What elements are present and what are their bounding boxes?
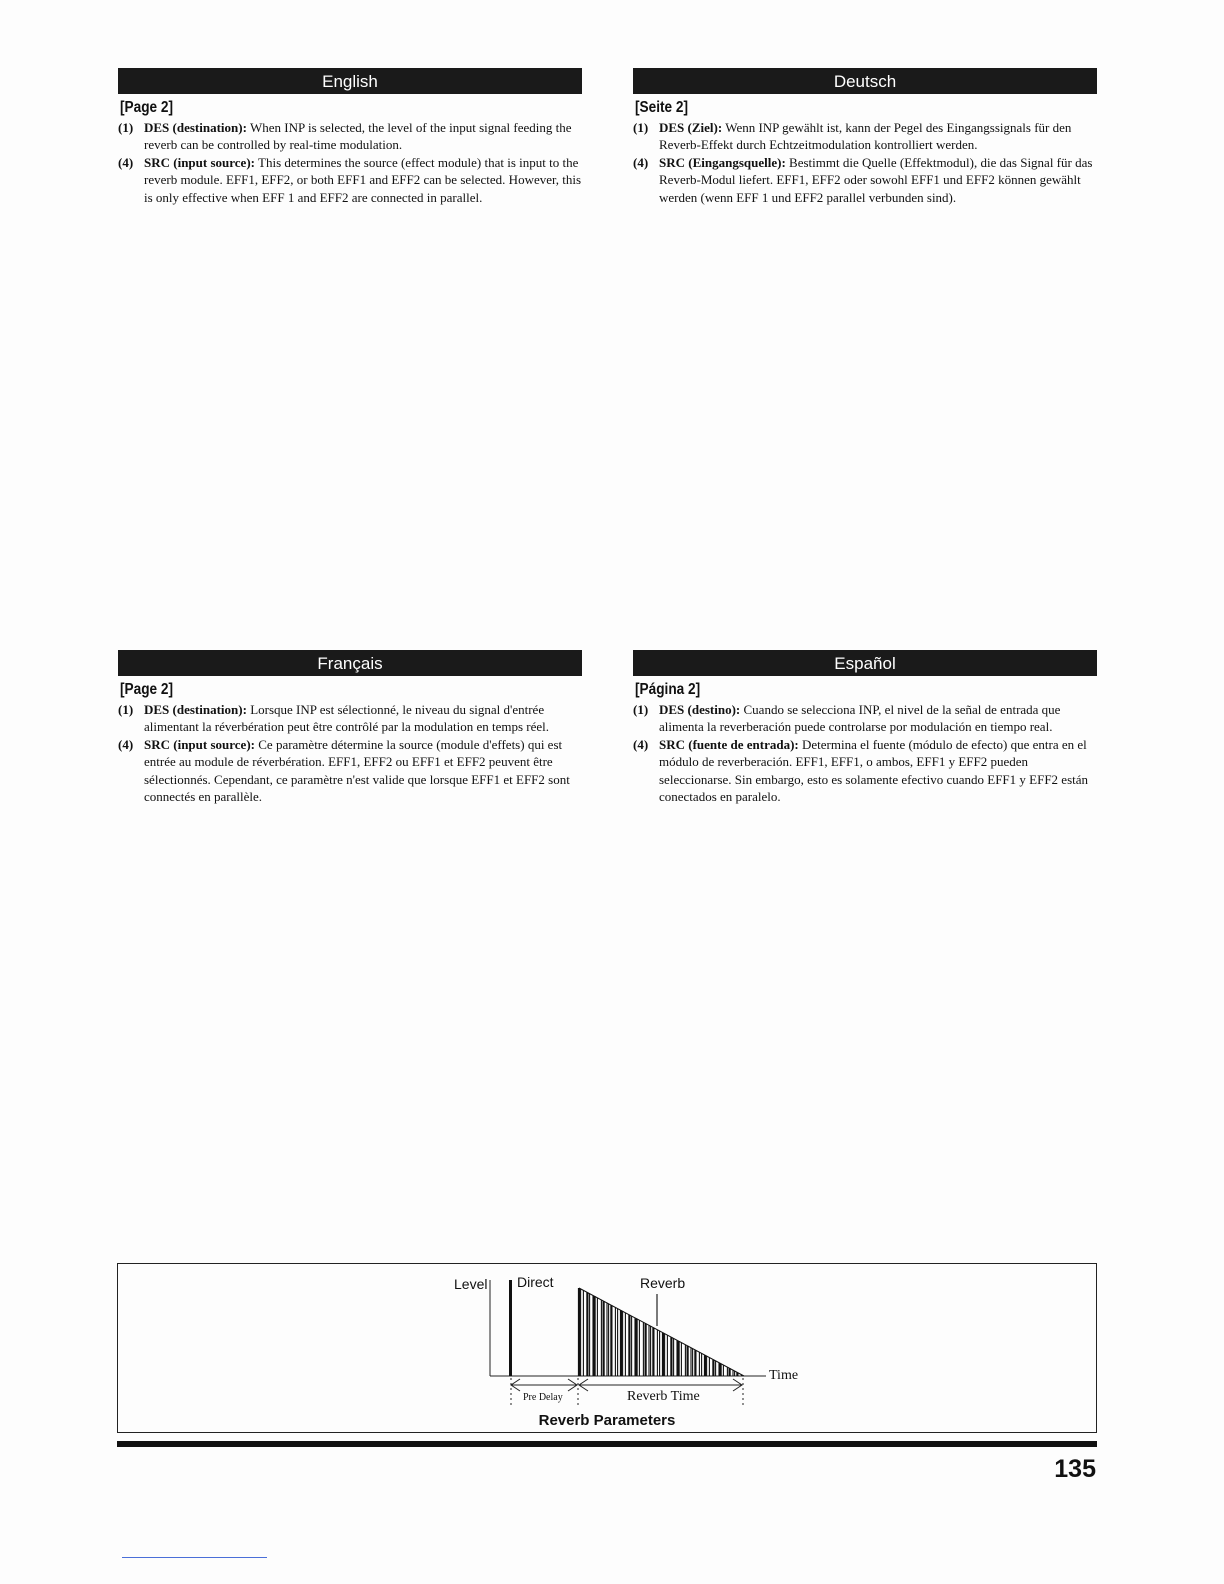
list-item — [633, 154, 1097, 206]
item-text — [659, 736, 1097, 806]
footer-link-line — [122, 1557, 267, 1558]
list-item — [118, 119, 582, 154]
item-number: (1) — [633, 120, 649, 135]
page-number: 135 — [1054, 1455, 1096, 1483]
reverb-time-label: Reverb Time — [627, 1389, 700, 1404]
list-item — [633, 119, 1097, 154]
section-espanol — [633, 650, 1097, 805]
item-term: SRC (input source): — [144, 154, 255, 170]
language-header: Français — [118, 650, 582, 676]
list-item — [633, 736, 1097, 806]
item-description: Ce paramètre détermine la source (module d'effets) qui est entrée au module de réverbération. EFF1, EFF2 ou EFF1 et EFF2 peuvent être sélectionnés. Cependant, ce paramètre n'est valide que lorsque EFF1 et EFF2 sont connectés en parallèle. — [144, 736, 570, 805]
item-text — [659, 119, 1097, 154]
list-item — [118, 701, 582, 736]
item-number: (1) — [633, 702, 649, 717]
section-deutsch — [633, 68, 1097, 206]
item-description: Bestimmt die Quelle (Effektmodul), die das Signal für das Reverb-Modul liefert. EFF1, EFF2 oder sowohl EFF1 und EFF2 können gewählt werden (wenn EFF 1 und EFF2 parallel verbunden sind). — [659, 154, 1093, 205]
item-term: DES (destination): — [144, 702, 247, 717]
item-text — [144, 154, 582, 206]
reverb-label: Reverb — [640, 1275, 686, 1291]
item-text — [144, 736, 582, 806]
direct-sound-bar — [509, 1280, 512, 1376]
item-number: (4) — [118, 154, 134, 170]
item-number: (4) — [633, 154, 649, 170]
page-heading: [Page 2] — [120, 99, 174, 116]
language-header: English — [118, 68, 582, 94]
item-number: (1) — [118, 702, 134, 717]
item-number: (1) — [118, 120, 134, 135]
item-text — [144, 701, 582, 736]
language-header: Español — [633, 650, 1097, 676]
item-text — [144, 119, 582, 154]
footer-rule — [117, 1441, 1097, 1447]
item-description: Determina el fuente (módulo de efecto) que entra en el módulo de reverberación. EFF1, EFF1, o ambos, EFF1 y EFF2 pueden seleccionarse. Sin embargo, esto es solamente efectivo cuando EFF1 y EFF2 están conectados en paralelo. — [659, 736, 1089, 805]
time-label: Time — [769, 1368, 799, 1383]
list-item — [633, 701, 1097, 736]
reverb-parameters-figure — [117, 1263, 1097, 1433]
page-heading: [Página 2] — [635, 681, 701, 698]
item-description: Wenn INP gewählt ist, kann der Pegel des Eingangssignals für den Reverb-Effekt durch Echtzeitmodulation kontrolliert werden. — [659, 120, 1072, 153]
list-item — [118, 736, 582, 806]
item-description: Lorsque INP est sélectionné, le niveau du signal d'entrée alimentant la réverbération peut être contrôlé par la modulation en temps réel. — [144, 702, 549, 735]
item-text — [659, 701, 1097, 736]
item-term: SRC (fuente de entrada): — [659, 736, 799, 752]
item-description: This determines the source (effect module) that is input to the reverb module. EFF1, EFF2, or both EFF1 and EFF2 can be selected. However, this is only effective when EFF 1 and EFF2 are connected in parallel. — [144, 154, 582, 205]
item-term: DES (Ziel): — [659, 120, 723, 135]
item-term: DES (destino): — [659, 702, 741, 717]
page-heading: [Seite 2] — [635, 99, 689, 116]
reverb-reflections — [579, 1288, 744, 1376]
item-description: Cuando se selecciona INP, el nivel de la señal de entrada que alimenta la reverberación puede controlarse por modulación en tiempo real. — [659, 702, 1061, 735]
language-header: Deutsch — [633, 68, 1097, 94]
item-number: (4) — [633, 736, 649, 752]
item-term: SRC (Eingangsquelle): — [659, 154, 786, 170]
item-term: SRC (input source): — [144, 736, 255, 752]
pre-delay-label: Pre Delay — [523, 1392, 563, 1403]
section-english — [118, 68, 582, 206]
direct-label: Direct — [517, 1274, 554, 1290]
item-term: DES (destination): — [144, 120, 247, 135]
list-item — [118, 154, 582, 206]
level-label: Level — [454, 1276, 488, 1292]
page-heading: [Page 2] — [120, 681, 174, 698]
item-description: When INP is selected, the level of the input signal feeding the reverb can be controlled by real-time modulation. — [144, 120, 572, 153]
item-text — [659, 154, 1097, 206]
item-number: (4) — [118, 736, 134, 752]
section-francais — [118, 650, 582, 805]
figure-caption: Reverb Parameters — [538, 1412, 676, 1429]
reverb-diagram — [118, 1264, 1096, 1432]
